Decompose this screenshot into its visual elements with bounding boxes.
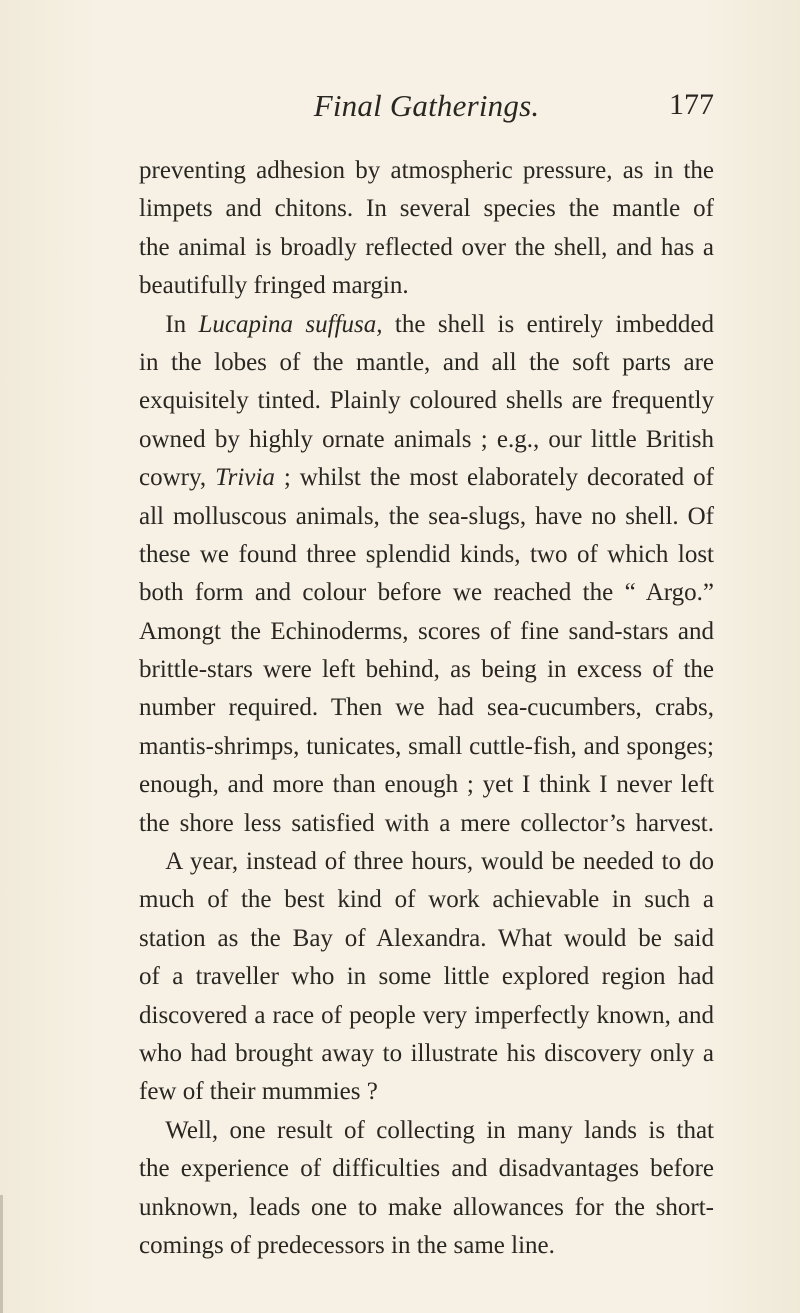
text-line: A year, instead of three hours, would be needed to do [165,848,714,876]
text-line: the animal is broadly reflected over the shell, and has a [139,233,714,261]
text-line-segment: In [165,310,199,338]
text-line: these we found three splendid kinds, two of which lost [139,540,714,568]
italic-name: Lucapina suffusa, [198,310,383,338]
running-title: Final Gatherings. [313,88,540,123]
text-line: discovered a race of people very imperfectly known, and [139,1001,714,1029]
text-line: beautifully fringed margin. [139,272,409,300]
text-line: limpets and chitons. In several species the mantle of [139,195,714,223]
text-line: Amongt the Echinoderms, scores of fine sand-stars and [139,617,714,645]
text-line: the shore less satisfied with a mere collector’s harvest. [139,809,714,837]
text-line: mantis-shrimps, tunicates, small cuttle-fish, and sponges; [139,732,714,760]
text-line: the experience of difficulties and disadvantages before [139,1155,714,1183]
text-line: preventing adhesion by atmospheric pressure, as in the [139,157,714,184]
text-line: exquisitely tinted. Plainly coloured shells are frequently [139,387,714,415]
text-line: of a traveller who in some little explored region had [139,963,714,991]
text-line [139,459,714,497]
text-line: station as the Bay of Alexandra. What would be said [139,924,714,952]
page-edge-mark [0,1195,3,1313]
text-line-segment: cowry, [139,464,216,492]
text-line: brittle-stars were left behind, as being in excess of the [139,656,714,684]
text-line: who had brought away to illustrate his discovery only a [139,1039,714,1067]
running-head [139,88,714,132]
text-line [139,306,714,344]
text-line: all molluscous animals, the sea-slugs, have no shell. Of [139,502,714,530]
text-line: both form and colour before we reached the “ Argo.” [139,579,714,607]
text-line: few of their mummies ? [139,1078,378,1106]
text-line: comings of predecessors in the same line. [139,1231,555,1259]
text-line: Well, one result of collecting in many lands is that [165,1116,714,1144]
text-line: unknown, leads one to make allowances for the short- [139,1193,714,1221]
text-line: in the lobes of the mantle, and all the soft parts are [139,348,714,376]
text-line: number required. Then we had sea-cucumbers, crabs, [139,694,714,722]
page-number: 177 [669,88,714,121]
text-line-segment: ; whilst the most elaborately decorated of [274,464,714,492]
text-line: owned by highly ornate animals ; e.g., our little British [139,425,714,453]
italic-name: Trivia [215,464,275,492]
body-text [139,152,714,1265]
text-line: enough, and more than enough ; yet I think I never left [139,771,714,799]
text-line: much of the best kind of work achievable in such a [139,886,714,914]
text-line-segment: the shell is entirely imbedded [382,310,714,338]
